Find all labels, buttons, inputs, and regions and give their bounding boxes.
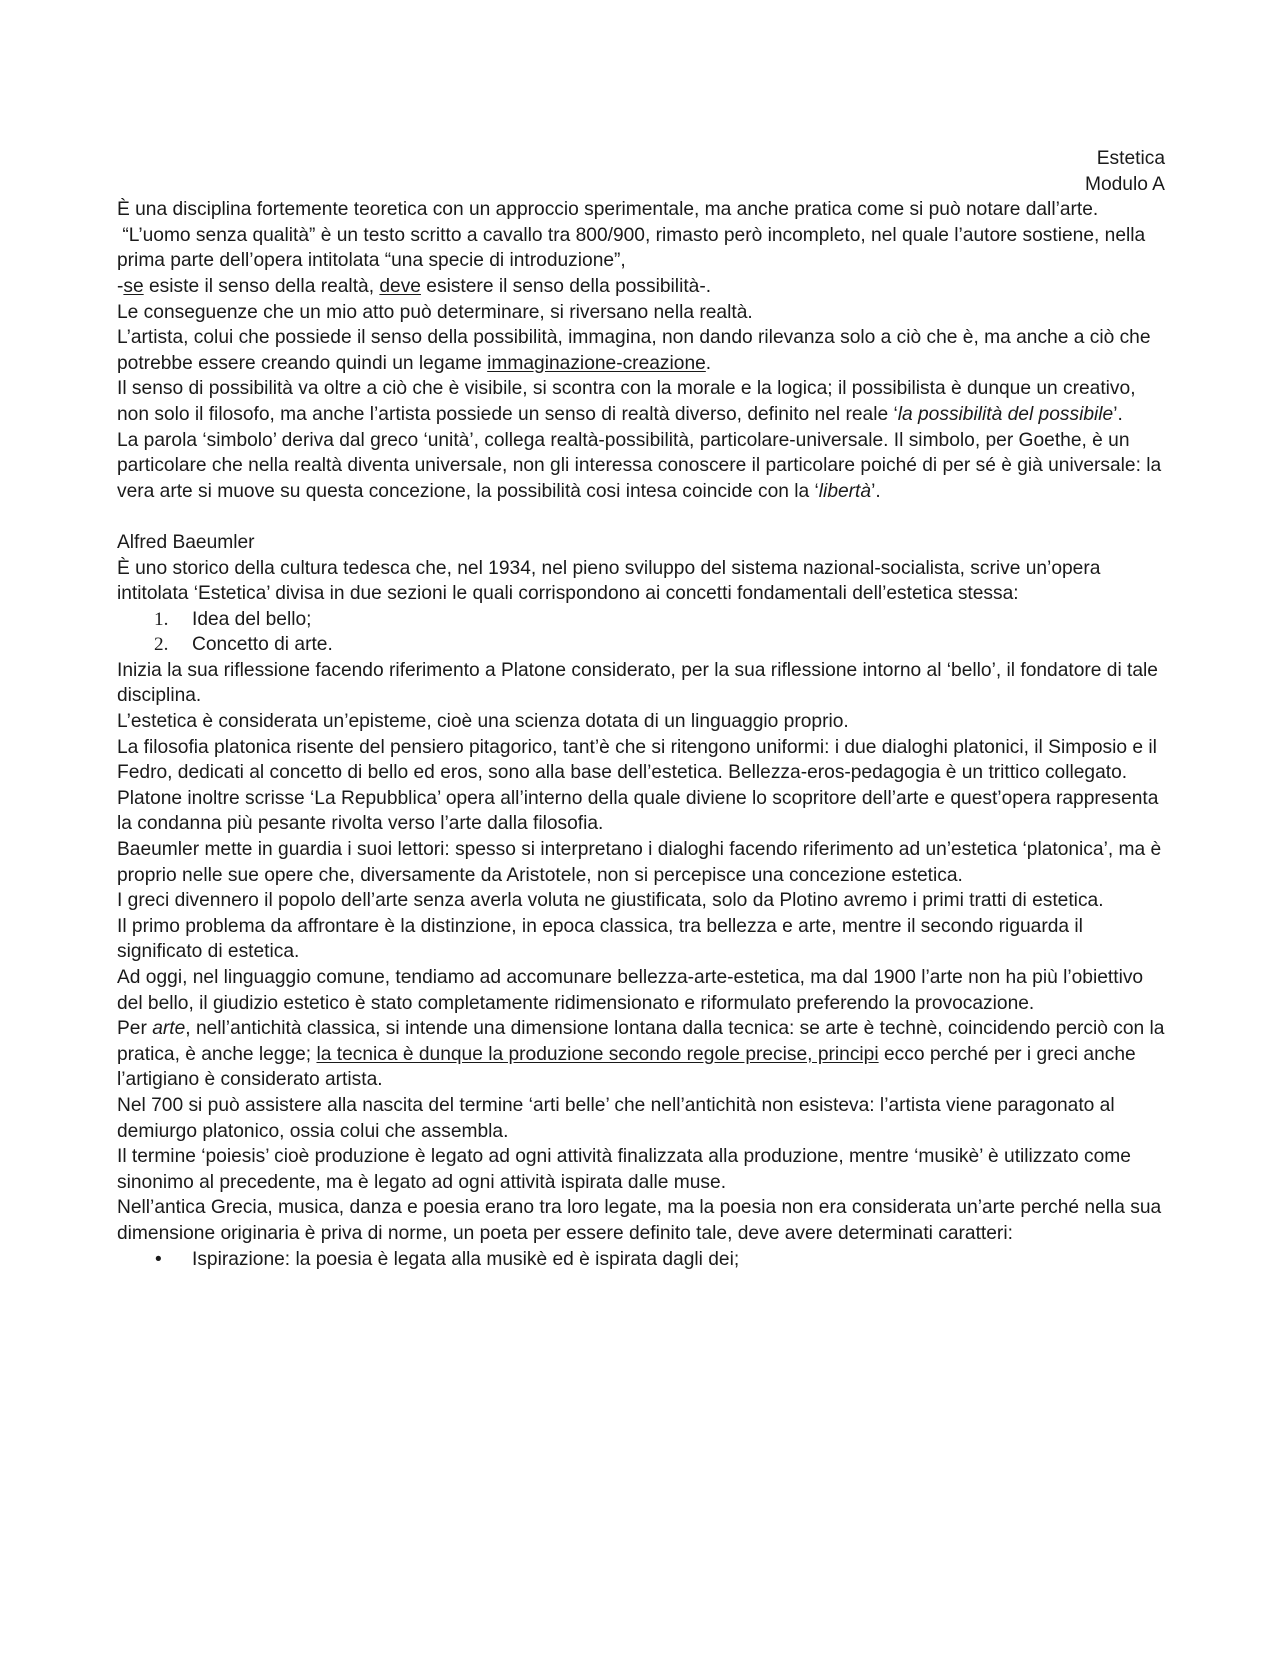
list-item-text: Idea del bello; [192, 608, 312, 630]
intro-paragraph-6 [117, 376, 1165, 427]
intro-paragraph-5 [117, 325, 1165, 376]
text-span: ’. [1113, 403, 1123, 425]
text-span: Il senso di possibilità va oltre a ciò che è visibile, si scontra con la morale e la logica; il possibilista è dunque un creativo, non solo il filosofo, ma anche l’artista possiede un senso di realtà diverso, definito nel reale ‘ [117, 378, 1136, 425]
baeumler-paragraph-8: Il primo problema da affrontare è la distinzione, in epoca classica, tra bellezza e arte, mentre il secondo riguarda il significato di estetica. [117, 915, 1083, 963]
underlined-text: immaginazione-creazione [487, 352, 706, 374]
list-number: 1. [154, 608, 169, 630]
text-span: , nell’antichità classica, si intende una dimensione lontana dalla tecnica: se arte è technè, coincidendo perciò con la pratica, è anche legge; [117, 1018, 1170, 1065]
intro-paragraph-4: Le conseguenze che un mio atto può determinare, si riversano nella realtà. [117, 301, 753, 323]
text-span: . [705, 352, 712, 374]
list-number: 2. [154, 634, 169, 656]
document-subtitle: Modulo A [1084, 173, 1165, 195]
intro-paragraph-2: “L’uomo senza qualità” è un testo scritto a cavallo tra 800/900, rimasto però incompleto, nel quale l’autore sostiene, nella prima parte dell’opera intitolata “una specie di introduzione”, [117, 224, 1151, 272]
text-span: esiste il senso della realtà, [143, 275, 380, 297]
baeumler-paragraph-9: Ad oggi, nel linguaggio comune, tendiamo ad accomunare bellezza-arte-estetica, ma dal 1900 l’arte non ha più l’obiettivo del bello, il giudizio estetico è stato completamente ridimensionato e riformulato preferendo la provocazione. [117, 967, 1144, 1014]
intro-paragraph-1: È una disciplina fortemente teoretica con un approccio sperimentale, ma anche pratica come si può notare dall’arte. [117, 199, 1099, 221]
baeumler-paragraph-1: È uno storico della cultura tedesca che, nel 1934, nel pieno sviluppo del sistema nazional-socialista, scrive un’opera intitolata ‘Estetica’ divisa in due sezioni le quali corrispondono ai concetti fondamentali dell’estetica stessa: [117, 557, 1101, 605]
baeumler-paragraph-11: Nel 700 si può assistere alla nascita del termine ‘arti belle’ che nell’antichità non esisteva: l’artista viene paragonato al demiurgo platonico, ossia colui che assembla. [117, 1094, 1115, 1142]
list-item-text: Ispirazione: la poesia è legata alla musikè ed è ispirata dagli dei; [192, 1248, 740, 1270]
text-span: ’. [871, 480, 881, 502]
baeumler-paragraph-7: I greci divennero il popolo dell’arte senza averla voluta ne giustificata, solo da Plotino avremo i primi tratti di estetica. [117, 890, 1104, 912]
underlined-text: la tecnica è dunque la produzione secondo regole precise, principi [316, 1043, 879, 1065]
list-item [117, 607, 1165, 633]
text-span: L’artista, colui che possiede il senso della possibilità, immagina, non dando rilevanza solo a ciò che è, ma anche a ciò che potrebbe essere creando quindi un legame [117, 327, 1151, 374]
document-page [117, 146, 1170, 1272]
bullet-list [117, 1247, 1165, 1273]
text-span: Per [117, 1018, 153, 1040]
list-item-text: Concetto di arte. [192, 634, 333, 656]
text-span: ecco perché per i greci anche l’artigiano è considerato artista. [117, 1043, 1142, 1091]
baeumler-paragraph-5: Platone inoltre scrisse ‘La Repubblica’ opera all’interno della quale diviene lo scopritore dell’arte e quest’opera rappresenta la condanna più pesante rivolta verso l’arte dalla filosofia. [117, 787, 1159, 835]
document-title: Estetica [1096, 148, 1165, 169]
italic-text: arte [152, 1018, 186, 1040]
italic-text: la possibilità del possibile [897, 403, 1114, 425]
section-heading: Alfred Baeumler [117, 531, 255, 553]
list-item [117, 1247, 1165, 1273]
paragraph-spacer [117, 504, 1165, 530]
underlined-text: deve [379, 275, 421, 297]
underlined-text: se [123, 275, 144, 297]
baeumler-paragraph-13: Nell’antica Grecia, musica, danza e poesia erano tra loro legate, ma la poesia non era considerata un’arte perché nella sua dimensione originaria è priva di norme, un poeta per essere definito tale, deve avere determinati caratteri: [117, 1197, 1162, 1244]
baeumler-paragraph-12: Il termine ‘poiesis’ cioè produzione è legato ad ogni attività finalizzata alla produzione, mentre ‘musikè’ è utilizzato come sinonimo al precedente, ma è legato ad ogni attività ispirata dalle muse. [117, 1146, 1131, 1193]
baeumler-paragraph-10 [117, 1016, 1170, 1093]
baeumler-paragraph-3: L’estetica è considerata un’episteme, cioè una scienza dotata di un linguaggio proprio. [117, 711, 849, 733]
text-span: - [117, 275, 124, 297]
intro-paragraph-3 [117, 274, 1165, 300]
baeumler-paragraph-4: La filosofia platonica risente del pensiero pitagorico, tant’è che si ritengono uniformi: i due dialoghi platonici, il Simposio e il Fedro, dedicati al concetto di bello ed eros, sono alla base dell’estetica. Bellezza-eros-pedagogia è un trittico collegato. [117, 736, 1157, 784]
numbered-list [117, 607, 1165, 658]
italic-text: libertà [818, 480, 872, 502]
text-span: esistere il senso della possibilità-. [420, 275, 712, 297]
baeumler-paragraph-2: Inizia la sua riflessione facendo riferimento a Platone considerato, per la sua riflessione intorno al ‘bello’, il fondatore di tale disciplina. [117, 659, 1158, 707]
intro-paragraph-7 [117, 428, 1165, 505]
baeumler-paragraph-6: Baeumler mette in guardia i suoi lettori: spesso si interpretano i dialoghi facendo riferimento ad un’estetica ‘platonica’, ma è proprio nelle sue opere che, diversamente da Aristotele, non si percepisce una concezione estetica. [117, 839, 1162, 886]
text-span: La parola ‘simbolo’ deriva dal greco ‘unità’, collega realtà-possibilità, particolare-universale. Il simbolo, per Goethe, è un particolare che nella realtà diventa universale, non gli interessa conoscere il particolare poiché di per sé è già universale: la vera arte si muove su questa concezione, la possibilità cosi intesa coincide con la ‘ [117, 429, 1162, 502]
list-item [117, 632, 1165, 658]
bullet-icon: • [155, 1248, 162, 1270]
